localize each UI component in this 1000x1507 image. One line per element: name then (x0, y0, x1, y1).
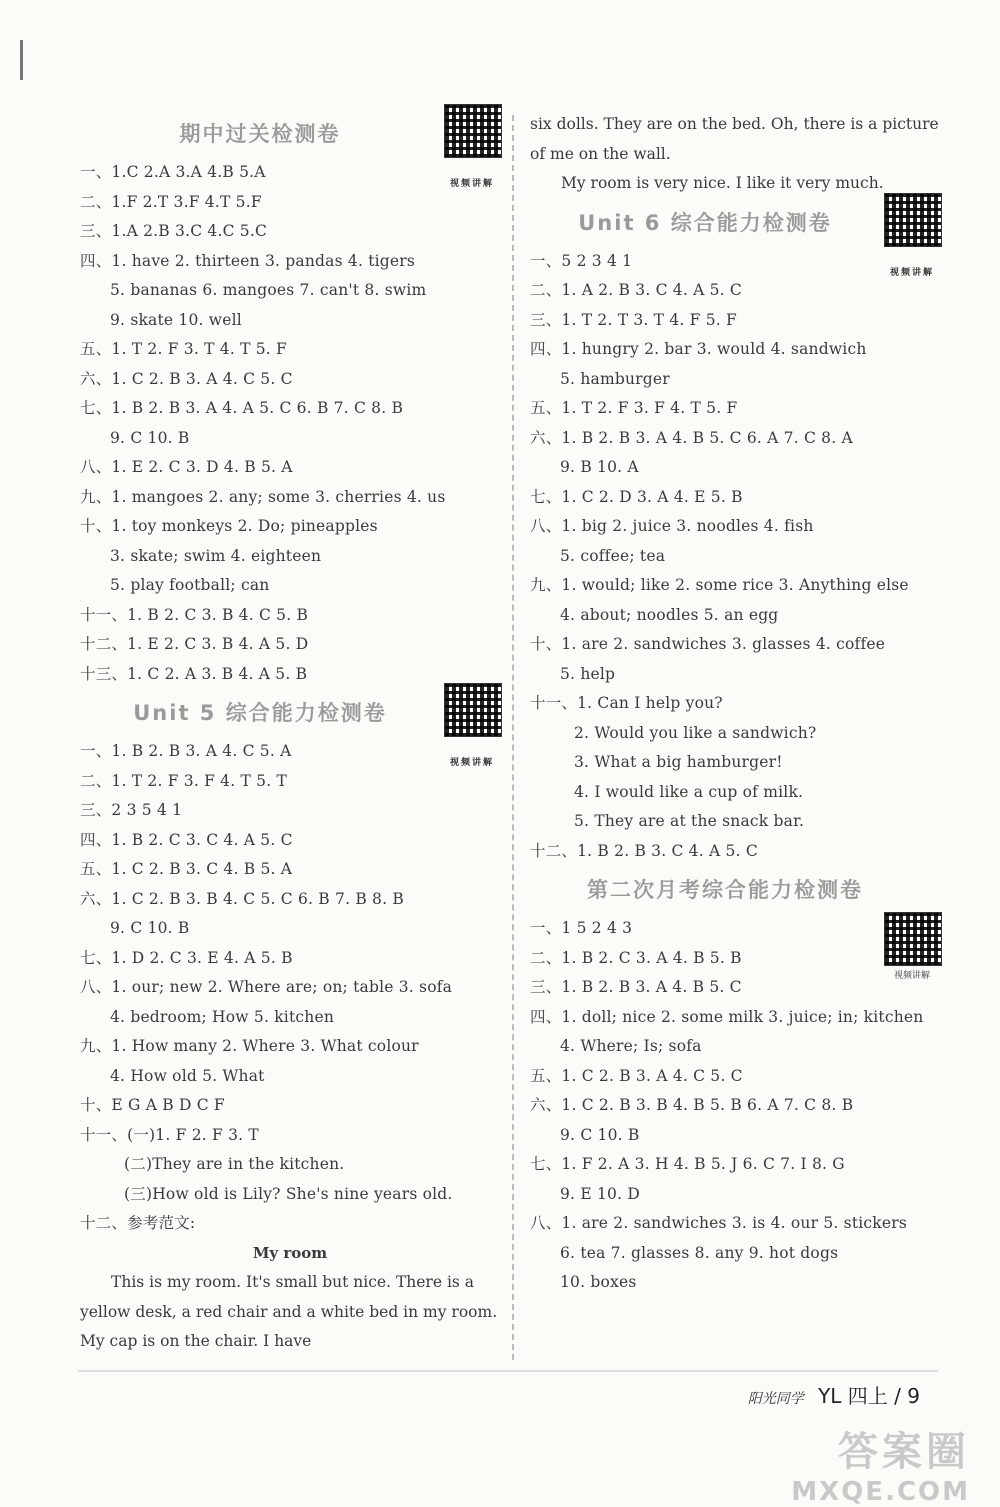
answer-line: 五、1. T 2. F 3. T 4. T 5. F (80, 340, 288, 358)
page-number: YL 四上 / 9 (818, 1384, 920, 1408)
answer-line: 七、1. D 2. C 3. E 4. A 5. B (80, 948, 293, 967)
answer-line: 6. tea 7. glasses 8. any 9. hot dogs (560, 1243, 839, 1262)
answer-line: 五、1. C 2. B 3. C 4. B 5. A (80, 860, 293, 878)
answer-line: 9. B 10. A (560, 458, 639, 476)
answer-line: 十三、1. C 2. A 3. B 4. A 5. B (80, 664, 308, 683)
answer-line: 六、1. C 2. B 3. A 4. C 5. C (80, 369, 293, 388)
answer-line: 二、1. A 2. B 3. C 4. A 5. C (530, 281, 742, 299)
answer-line: 八、1. big 2. juice 3. noodles 4. fish (530, 517, 814, 535)
section-title-midterm: 期中过关检测卷 视频讲解 (80, 110, 500, 158)
answer-line: 一、1.C 2.A 3.A 4.B 5.A (80, 163, 266, 181)
answer-line: 10. boxes (560, 1273, 637, 1291)
qr-code-icon (444, 683, 502, 737)
answer-line: 十二、1. B 2. B 3. C 4. A 5. C (530, 841, 758, 860)
qr-code-icon (444, 104, 502, 158)
qr-code-second-monthly[interactable]: 视频讲解 (884, 912, 940, 981)
qr-code-icon (884, 193, 942, 247)
margin-line (20, 40, 23, 80)
answer-line: 三、1.A 2.B 3.C 4.C 5.C (80, 222, 268, 240)
answer-line: 八、1. our; new 2. Where are; on; table 3. sofa (80, 978, 453, 996)
section-title-unit6: Unit 6 综合能力检测卷 视频讲解 (530, 199, 940, 247)
answer-line: 一、1. B 2. B 3. A 4. C 5. A (80, 742, 292, 760)
answer-line: 3. skate; swim 4. eighteen (110, 546, 322, 565)
section-title-second-monthly: 第二次月考综合能力检测卷 (587, 878, 863, 902)
answer-line: 5. help (560, 664, 616, 683)
answer-line: 5. play football; can (110, 576, 270, 594)
answer-line: 四、1. hungry 2. bar 3. would 4. sandwich (530, 340, 867, 358)
answer-line: 九、1. mangoes 2. any; some 3. cherries 4. us (80, 487, 446, 506)
answer-line: 十一、(一)1. F 2. F 3. T (80, 1125, 259, 1144)
answer-line: 4. about; noodles 5. an egg (560, 605, 779, 624)
answer-line: 十、E G A B D C F (80, 1096, 225, 1114)
answer-line: 七、1. F 2. A 3. H 4. B 5. J 6. C 7. I 8. G (530, 1155, 845, 1173)
answer-line: 4. bedroom; How 5. kitchen (110, 1007, 335, 1026)
page-footer (748, 1380, 920, 1409)
answer-line: 十一、1. B 2. C 3. B 4. C 5. B (80, 605, 309, 624)
answer-line: 9. C 10. B (110, 919, 190, 937)
answer-line: 十二、1. E 2. C 3. B 4. A 5. D (80, 635, 309, 653)
brand-logo: 阳光同学 (747, 1391, 804, 1407)
answer-line: 二、1. B 2. C 3. A 4. B 5. B (530, 948, 742, 967)
answer-line: 4. Where; Is; sofa (560, 1037, 702, 1055)
answer-line: 十、1. are 2. sandwiches 3. glasses 4. coffee (530, 635, 886, 653)
watermark (791, 1420, 970, 1507)
section-title-unit5: Unit 5 综合能力检测卷 视频讲解 (80, 689, 500, 737)
essay-title: My room (252, 1243, 328, 1262)
qr-code-unit6[interactable]: 视频讲解 (884, 193, 940, 297)
answer-line: 5. bananas 6. mangoes 7. can't 8. swim (110, 281, 427, 299)
answer-line: 八、1. are 2. sandwiches 3. is 4. our 5. stickers (530, 1214, 908, 1232)
answer-line: 六、1. C 2. B 3. B 4. C 5. C 6. B 7. B 8. B (80, 889, 404, 908)
answer-line: 二、1.F 2.T 3.F 4.T 5.F (80, 192, 262, 211)
left-column (80, 110, 500, 1357)
answer-line: 五、1. C 2. B 3. A 4. C 5. C (530, 1066, 743, 1085)
answer-line: 9. C 10. B (110, 428, 190, 447)
answer-line: 3. What a big hamburger! (574, 753, 783, 771)
qr-code-unit5[interactable]: 视频讲解 (444, 683, 500, 787)
answer-line: 六、1. C 2. B 3. B 4. B 5. B 6. A 7. C 8. B (530, 1096, 854, 1114)
answer-line: 三、1. B 2. B 3. A 4. B 5. C (530, 978, 742, 996)
qr-code-icon (884, 912, 942, 966)
watermark-url: MXQE.COM (791, 1477, 970, 1507)
right-column (530, 110, 940, 1298)
answer-line: 七、1. B 2. B 3. A 4. A 5. C 6. B 7. C 8. B (80, 399, 404, 417)
answer-line: 二、1. T 2. F 3. F 4. T 5. T (80, 771, 288, 790)
answer-line: 9. C 10. B (560, 1125, 640, 1144)
answer-line: 5. They are at the snack bar. (574, 812, 805, 830)
answer-line: 八、1. E 2. C 3. D 4. B 5. A (80, 458, 293, 476)
answer-line: 三、1. T 2. T 3. T 4. F 5. F (530, 310, 738, 329)
answer-line: (二)They are in the kitchen. (124, 1155, 345, 1173)
essay-paragraph-continued: six dolls. They are on the bed. Oh, there is a picture of me on the wall. (530, 115, 939, 163)
answer-line: 四、1. doll; nice 2. some milk 3. juice; in; kitchen (530, 1007, 924, 1026)
answer-line: 三、2 3 5 4 1 (80, 801, 183, 819)
qr-code-midterm[interactable]: 视频讲解 (444, 104, 500, 208)
answer-line: 七、1. C 2. D 3. A 4. E 5. B (530, 487, 743, 506)
watermark-line: 答案圈 (838, 1429, 970, 1475)
answer-line: 2. Would you like a sandwich? (574, 723, 817, 742)
second-monthly-block (530, 914, 940, 1298)
answer-line: 十一、1. Can I help you? (530, 694, 723, 712)
answer-line: 四、1. have 2. thirteen 3. pandas 4. tigers (80, 251, 416, 270)
answer-line: 一、5 2 3 4 1 (530, 251, 633, 270)
answer-line: 四、1. B 2. C 3. C 4. A 5. C (80, 830, 293, 849)
column-divider (512, 115, 514, 1360)
answer-line: 六、1. B 2. B 3. A 4. B 5. C 6. A 7. C 8. A (530, 428, 853, 447)
answer-line: 9. skate 10. well (110, 310, 242, 329)
essay-paragraph: This is my room. It's small but nice. There is a yellow desk, a red chair and a white bed in my room. My cap is on the chair. I have (80, 1273, 498, 1350)
answer-line: (三)How old is Lily? She's nine years old. (124, 1184, 453, 1203)
essay-paragraph: My room is very nice. I like it very much. (561, 174, 884, 192)
answer-line: 4. I would like a cup of milk. (574, 782, 804, 801)
answer-line: 5. hamburger (560, 369, 670, 388)
answer-line: 一、1 5 2 4 3 (530, 919, 633, 937)
answer-line: 五、1. T 2. F 3. F 4. T 5. F (530, 399, 738, 417)
answer-line: 9. E 10. D (560, 1184, 640, 1203)
answer-line: 十、1. toy monkeys 2. Do; pineapples (80, 517, 378, 535)
bottom-rule (78, 1370, 938, 1372)
answer-line: 九、1. would; like 2. some rice 3. Anything else (530, 576, 909, 594)
answer-line: 4. How old 5. What (110, 1066, 265, 1085)
answer-line: 九、1. How many 2. Where 3. What colour (80, 1037, 419, 1055)
answer-line: 十二、参考范文: (80, 1214, 196, 1232)
answer-line: 5. coffee; tea (560, 546, 666, 565)
